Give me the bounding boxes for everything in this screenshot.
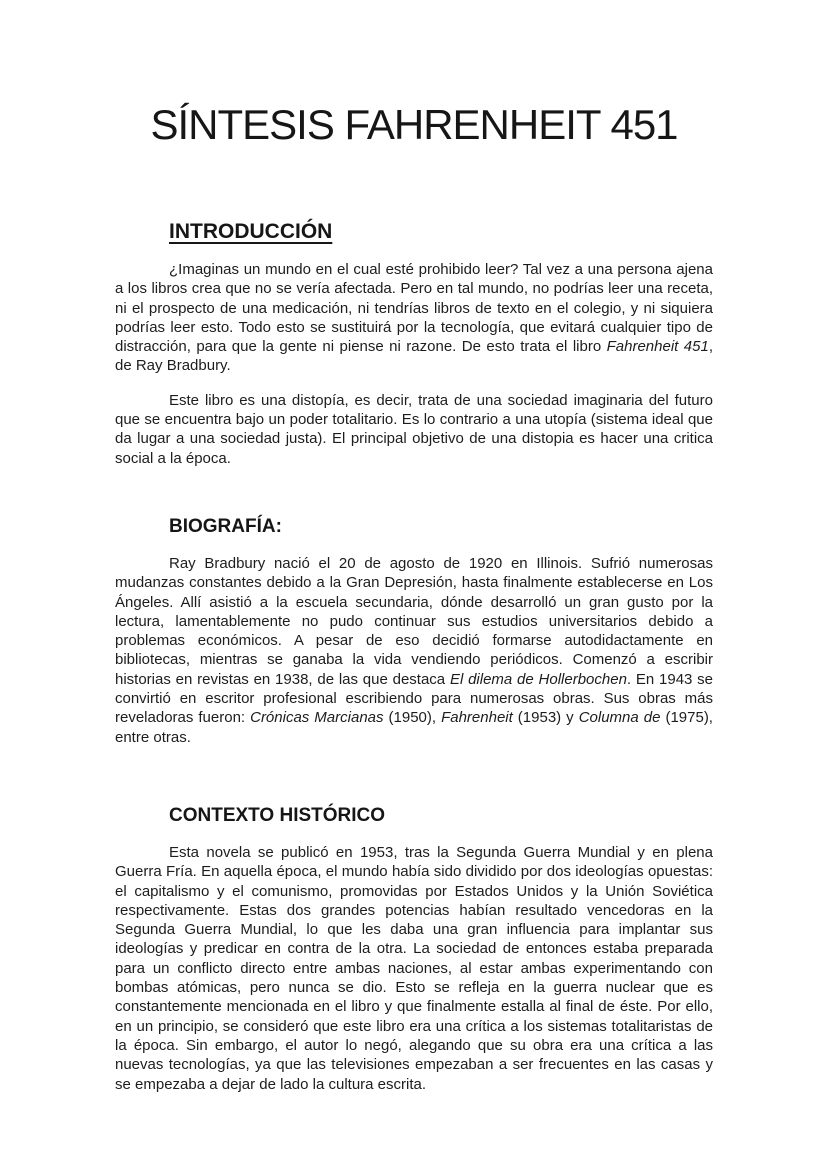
document-title: SÍNTESIS FAHRENHEIT 451 (150, 101, 678, 148)
text-run: (1953) y (512, 709, 579, 727)
text-run: . En 1943 se convirtió en escritor profesional escribiendo para numerosas obras. Sus obras más reveladoras fueron: (115, 670, 714, 727)
document-body (115, 220, 713, 1094)
paragraph-biografia-1 (115, 554, 713, 747)
section-heading-contexto-historico: CONTEXTO HISTÓRICO (169, 804, 386, 826)
paragraph-contexto-1 (115, 843, 713, 1094)
italic-text-run: Crónicas Marcianas (250, 709, 384, 727)
paragraph-intro-2 (115, 391, 713, 468)
paragraph-intro-1 (115, 260, 713, 376)
section-biografia (115, 516, 713, 747)
text-run: Este libro es una distopía, es decir, trata de una sociedad imaginaria del futuro que se encuentra bajo un poder totalitario. Es lo contrario a una utopía (sistema ideal que da lugar a una sociedad justa). El principal objetivo de una distopia es hacer una critica social a la época. (115, 391, 713, 467)
section-heading-biografia: BIOGRAFÍA: (169, 515, 282, 537)
text-run: (1950), (383, 709, 442, 727)
italic-text-run: El dilema de Hollerbochen (449, 670, 627, 688)
text-run: , de Ray Bradbury. (115, 338, 713, 375)
text-run: Ray Bradbury nació el 20 de agosto de 1920 en Illinois. Sufrió numerosas mudanzas constantes debido a la Gran Depresión, hasta finalmente establecerse en Los Ángeles. Allí asistió a la escuela secundaria, dónde desarrolló un gran gusto por la lectura, lamentablemente no pudo continuar sus estudios universitarios debido a problemas económicos. A pesar de eso decidió formarse autodidactamente en bibliotecas, mientras se ganaba la vida vendiendo periódicos. Comenzó a escribir historias en revistas en 1938, de las que destaca (115, 554, 713, 688)
section-heading-introduccion: INTRODUCCIÓN (169, 220, 333, 243)
section-introduccion (115, 220, 713, 468)
section-contexto-historico (115, 805, 713, 1094)
text-run: (1975), entre otras. (115, 709, 713, 746)
italic-text-run: Columna de (578, 709, 661, 727)
text-run: ¿Imaginas un mundo en el cual esté prohibido leer? Tal vez a una persona ajena a los libros crea que no se vería afectada. Pero en tal mundo, no podrías leer una receta, ni el prospecto de una medicación, ni tendrías libros de texto en el colegio, y ni siquiera podrías leer esto. Todo esto se sustituirá por la tecnología, que evitará cualquier tipo de distracción, para que la gente ni piense ni razone. De esto trata el libro (115, 261, 713, 356)
italic-text-run: Fahrenheit (441, 709, 513, 727)
italic-text-run: Fahrenheit 451 (606, 338, 709, 356)
text-run: Esta novela se publicó en 1953, tras la Segunda Guerra Mundial y en plena Guerra Fría. En aquella época, el mundo había sido dividido por dos ideologías opuestas: el capitalismo y el comunismo, promovidas por Estados Unidos y la Unión Soviética respectivamente. Estas dos grandes potencias habían resultado vencedoras en la Segunda Guerra Mundial, lo que les daba una gran influencia para implantar sus ideologías y predicar en contra de la otra. La sociedad de entonces estaba preparada para un conflicto directo entre ambas naciones, al estar ambas experimentando con bombas atómicas, pero nunca se dio. Esto se refleja en la guerra nuclear que es constantemente mencionada en el libro y que finalmente estalla al final de éste. Por ello, en un principio, se consideró que este libro era una crítica a los sistemas totalitaristas de la época. Sin embargo, el autor lo negó, alegando que su obra era una crítica a las nuevas tecnologías, ya que las televisiones empezaban a ser frecuentes en las casas y se empezaba a dejar de lado la cultura escrita. (115, 843, 713, 1093)
